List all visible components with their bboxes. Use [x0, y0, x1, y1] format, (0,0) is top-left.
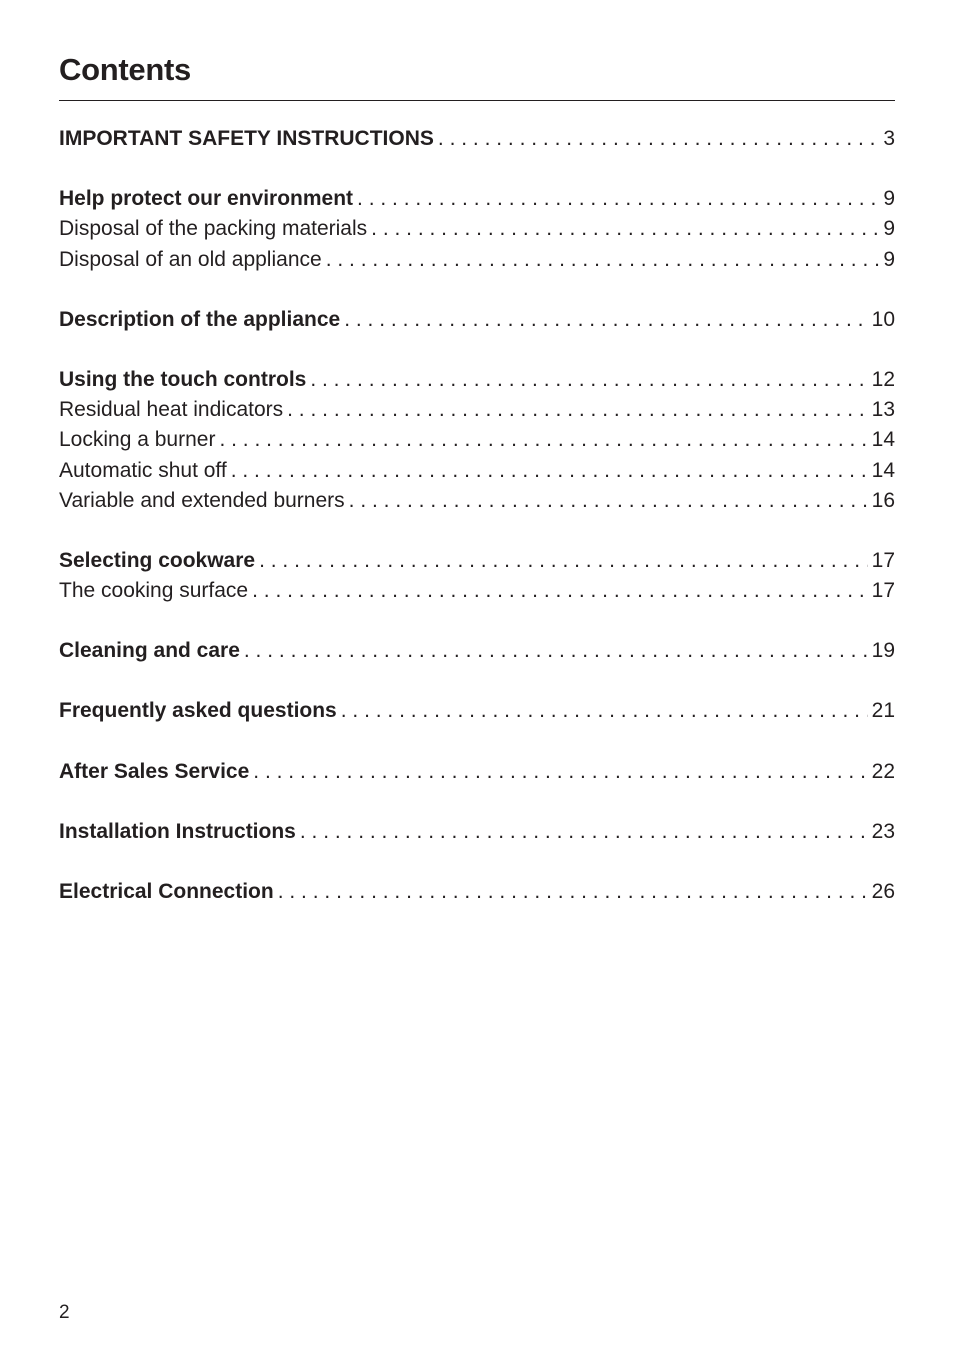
dot-leader [231, 456, 868, 486]
toc-entry-page: 16 [871, 488, 895, 512]
dot-leader [438, 124, 879, 154]
toc-group [59, 696, 895, 726]
toc-entry-page: 26 [871, 880, 895, 903]
toc-entry-page: 9 [883, 187, 895, 211]
toc-entry-page: 19 [871, 639, 895, 663]
table-of-contents [59, 124, 895, 937]
toc-entry[interactable] [59, 456, 895, 486]
toc-entry[interactable] [59, 184, 895, 214]
toc-entry-label: Disposal of an old appliance [59, 247, 322, 271]
toc-entry[interactable] [59, 486, 895, 516]
dot-leader [244, 636, 868, 666]
toc-entry[interactable] [59, 576, 895, 606]
toc-entry-label: Help protect our environment [59, 187, 354, 211]
toc-entry[interactable] [59, 395, 895, 425]
toc-group [59, 757, 895, 787]
dot-leader [371, 214, 879, 244]
toc-entry-label: Installation Instructions [59, 819, 296, 843]
toc-group [59, 184, 895, 275]
toc-entry-page: 12 [871, 367, 895, 391]
toc-group [59, 124, 895, 154]
dot-leader [253, 757, 867, 787]
toc-entry-label: Using the touch controls [59, 367, 307, 391]
toc-entry-label: Automatic shut off [59, 458, 227, 482]
toc-group [59, 817, 895, 847]
title-divider [59, 100, 895, 101]
toc-entry[interactable] [59, 696, 895, 726]
dot-leader [326, 245, 880, 275]
toc-group [59, 365, 895, 516]
toc-group [59, 546, 895, 606]
dot-leader [344, 305, 867, 335]
toc-entry-label: Description of the appliance [59, 307, 341, 331]
toc-entry-page: 9 [883, 247, 895, 271]
toc-group [59, 877, 895, 907]
toc-entry[interactable] [59, 817, 895, 847]
dot-leader [287, 395, 868, 425]
toc-entry-page: 10 [871, 307, 895, 331]
toc-entry[interactable] [59, 636, 895, 666]
dot-leader [357, 184, 879, 214]
toc-entry[interactable] [59, 365, 895, 395]
toc-entry-page: 17 [871, 579, 895, 603]
page-title: Contents [59, 52, 191, 87]
toc-entry[interactable] [59, 546, 895, 576]
toc-entry-page: 14 [871, 428, 895, 452]
dot-leader [300, 817, 868, 847]
toc-entry[interactable] [59, 214, 895, 244]
dot-leader [349, 486, 868, 516]
toc-entry-page: 14 [871, 458, 895, 482]
toc-entry-label: Residual heat indicators [59, 398, 284, 422]
toc-entry-label: Locking a burner [59, 428, 216, 452]
toc-entry-page: 23 [871, 819, 895, 843]
toc-entry-label: Variable and extended burners [59, 488, 345, 512]
dot-leader [259, 546, 868, 576]
dot-leader [252, 576, 868, 606]
toc-entry-label: IMPORTANT SAFETY INSTRUCTIONS [59, 127, 434, 150]
toc-entry-page: 3 [883, 127, 895, 150]
page-number: 2 [59, 1302, 70, 1323]
dot-leader [219, 425, 867, 455]
toc-entry[interactable] [59, 757, 895, 787]
toc-entry[interactable] [59, 245, 895, 275]
toc-entry-label: Cleaning and care [59, 639, 240, 663]
dot-leader [278, 877, 868, 907]
toc-entry-page: 22 [871, 759, 895, 783]
toc-entry-label: Disposal of the packing materials [59, 217, 368, 241]
toc-entry-label: Electrical Connection [59, 880, 274, 903]
toc-group [59, 305, 895, 335]
dot-leader [341, 696, 868, 726]
toc-entry-page: 17 [871, 548, 895, 572]
toc-group [59, 636, 895, 666]
toc-entry-label: Frequently asked questions [59, 699, 337, 723]
toc-entry-page: 21 [871, 699, 895, 723]
toc-entry-label: After Sales Service [59, 759, 250, 783]
toc-entry[interactable] [59, 305, 895, 335]
toc-entry-page: 13 [871, 398, 895, 422]
toc-entry-page: 9 [883, 217, 895, 241]
dot-leader [310, 365, 867, 395]
toc-entry[interactable] [59, 877, 895, 907]
toc-entry-label: Selecting cookware [59, 548, 256, 572]
toc-entry-label: The cooking surface [59, 579, 249, 603]
toc-entry[interactable] [59, 124, 895, 154]
toc-entry[interactable] [59, 425, 895, 455]
